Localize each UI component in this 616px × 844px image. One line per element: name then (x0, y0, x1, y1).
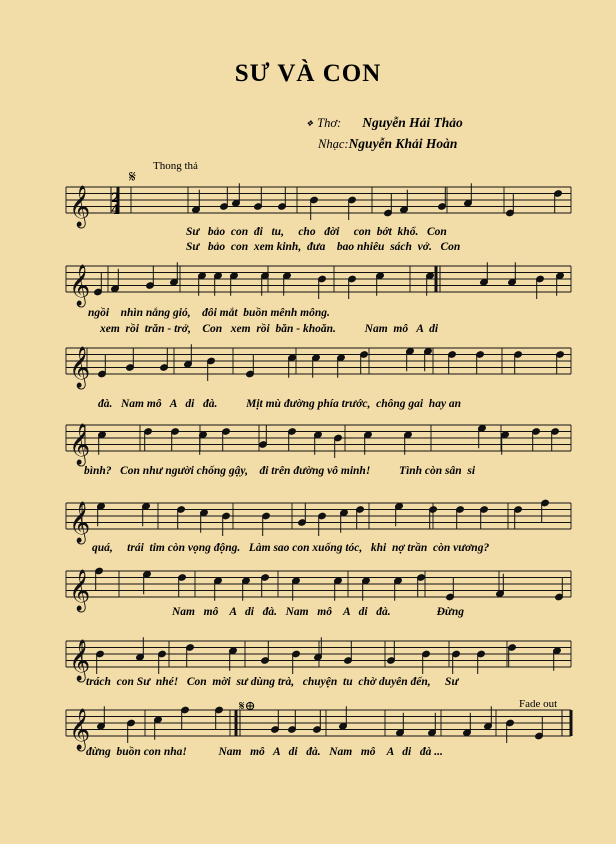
treble-clef-icon: 𝄞 (69, 570, 91, 611)
tempo-marking: Thong thả (153, 160, 198, 172)
lyrics-author: Nguyễn Hải Thảo (362, 115, 463, 130)
lyric-line-4: bình? Con như người chống gậy, đi trên đường vô minh! Tình còn sân si (84, 465, 476, 477)
lyric-line-1a: Sư bảo con đi tu, cho đời con bớt khổ. Con (186, 226, 447, 238)
lyrics-label: Thơ: (317, 116, 342, 130)
lyric-line-6: Nam mô A di đà. Nam mô A di đà. Đừng (172, 606, 464, 618)
time-signature-numerator: 2 (111, 191, 121, 206)
staff-system (66, 423, 571, 466)
music-author: Nguyễn Khải Hoàn (348, 136, 458, 151)
lyric-line-1b: Sư bảo con xem kinh, đưa bao nhiêu sách vở. Con (186, 241, 461, 253)
staff-system (66, 346, 571, 389)
treble-clef-icon: 𝄞 (69, 265, 91, 306)
treble-clef-icon: 𝄞 (69, 640, 91, 681)
treble-clef-icon: 𝄞 (69, 347, 91, 388)
lyric-line-2a: ngồi nhìn nắng gió, đôi mắt buồn mênh mông. (88, 307, 330, 319)
lyric-line-2b: xem rồi trăn - trở, Con xem rồi băn - khoăn. Nam mô A di (100, 323, 439, 335)
staff-system (66, 185, 571, 228)
treble-clef-icon: 𝄞 (69, 502, 91, 543)
lyric-line-5: quá, trái tim còn vọng động. Làm sao con xuống tóc, khi nợ trần còn vương? (92, 542, 490, 554)
diamond-bullet-icon: ❖ (306, 119, 314, 128)
fade-out-marking: Fade out (519, 698, 558, 710)
treble-clef-icon: 𝄞 (69, 186, 91, 227)
treble-clef-icon: 𝄞 (69, 424, 91, 465)
lyric-line-8: đừng buồn con nha! Nam mô A di đà. Nam mô A di đà ... (86, 746, 443, 758)
music-label: Nhạc: (318, 137, 349, 151)
lyric-line-3: đà. Nam mô A di đà. Mịt mù đường phía trước, chông gai hay an (98, 398, 462, 410)
song-title: SƯ VÀ CON (234, 60, 382, 87)
treble-clef-icon: 𝄞 (69, 709, 91, 750)
lyric-line-7: trách con Sư nhé! Con mời sư dùng trà, chuyện tu chờ duyên đến, Sư (86, 676, 459, 688)
time-signature-denominator: 4 (111, 203, 121, 218)
time-signature (111, 191, 120, 218)
segno-icon: 𝄋 (129, 167, 136, 186)
segno-coda-icon: 𝄋⊕ (239, 699, 256, 714)
